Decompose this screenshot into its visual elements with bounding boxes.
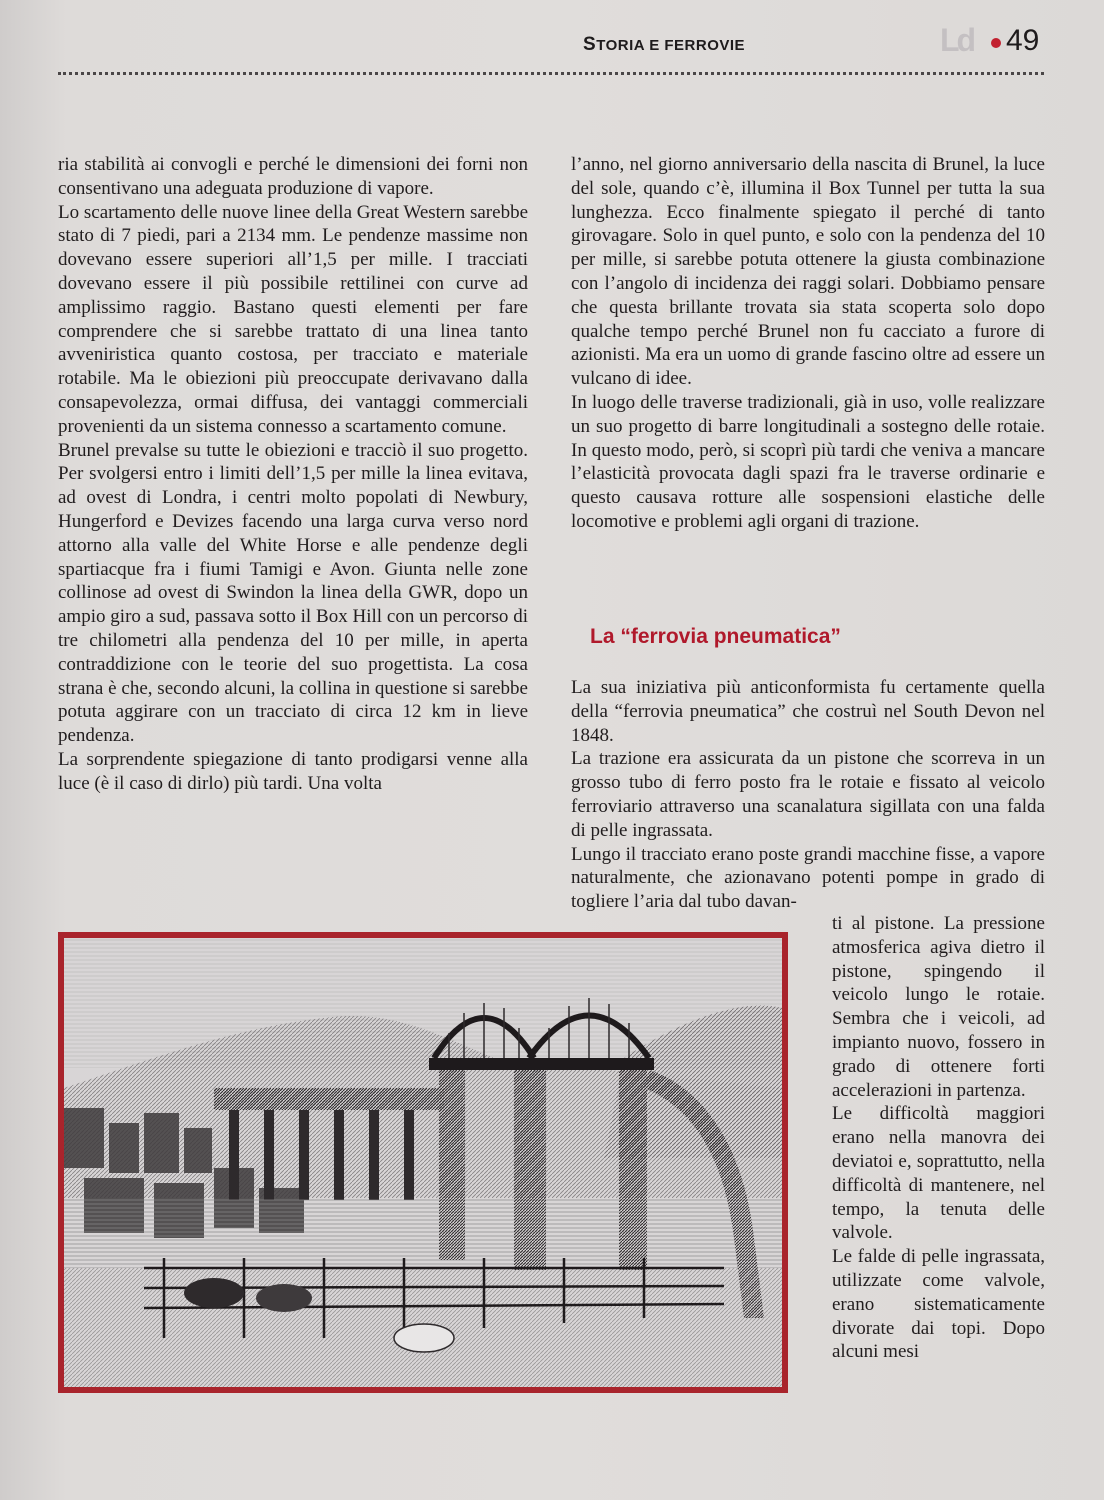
engraving-image [64,938,782,1387]
red-bullet-icon [991,38,1001,48]
right-column-narrow [832,912,1045,1364]
bridge-engraving-illustration [58,932,788,1393]
paragraph: ti al pistone. La pressione atmosferica agiva dietro il pistone, spingendo il veicolo lungo le rotaie. Sembra che i veicoli, ad impianto nuovo, fossero in grado di ottenere forti accelerazioni in partenza. [832,913,1045,1101]
left-column [58,153,528,796]
section-title: STORIA E FERROVIE [583,34,746,55]
right-column-middle [571,676,1045,914]
dotted-divider [58,72,1044,79]
section-heading: La “ferrovia pneumatica” [590,625,841,648]
paragraph: In luogo delle traverse tradizionali, già in uso, volle realizzare un suo progetto di barre longitudinali a sostegno delle rotaie. In questo modo, però, si scoprì più tardi che veniva a mancare l’elasticità provocata dagli spazi fra le traverse ordinarie e questo causava rotture alle sospensioni elastiche delle locomotive e problemi agli organi di trazione. [571,391,1045,532]
paragraph: Brunel prevalse su tutte le obiezioni e tracciò il suo progetto. Per svolgersi entro i limiti dell’1,5 per mille la linea evitava, ad ovest di Londra, i centri molto popolati di Newbury, Hungerford e Devizes facendo una larga curva verso nord attorno alla valle del White Horse e alle pendenze degli spartiacque fra i fiumi Tamigi e Avon. Giunta nelle zone collinose ad ovest di Swindon la linea della GWR, dopo un ampio giro a sud, passava sotto il Box Hill con un percorso di tre chilometri alla pendenza del 10 per mille, in aperta contraddizione con le teorie del suo progettista. La cosa strana è che, secondo alcuni, la collina in questione si sarebbe potuta aggirare con un tracciato di circa 12 km in lieve pendenza. [58,439,528,747]
paragraph: l’anno, nel giorno anniversario della nascita di Brunel, la luce del sole, quando c’è, illumina il Box Tunnel per tutta la sua lunghezza. Ecco finalmente spiegato il perché di tanto girovagare. Solo in quel punto, e solo con la pendenza del 10 per mille, si sarebbe potuta ottenere la giusta combinazione con l’angolo di incidenza dei raggi solari. Dobbiamo pensare che questa brillante trovata sia stata scoperta solo dopo qualche tempo perché Brunel non fu cacciato a furore di azionisti. Ma era un uomo di grande fascino oltre ad essere un vulcano di idee. [571,154,1045,390]
paragraph: Le difficoltà maggiori erano nella manovra dei deviatoi e, soprattutto, nella difficoltà di mantenere, nel tempo, la tenuta delle valvole. [832,1103,1045,1244]
page-number: 49 [1006,24,1040,57]
right-column-top [571,153,1045,534]
paragraph: Lo scartamento delle nuove linee della Great Western sarebbe stato di 7 piedi, pari a 2134 mm. Le pendenze massime non dovevano essere superiori all’1,5 per mille. I tracciati dovevano essere il più possibile rettilinei con curve ad amplissimo raggio. Bastano questi elementi per fare comprendere che si sarebbe trattato di una linea tanto avveniristica quanto costosa, per tracciato e materiale rotabile. Ma le obiezioni più preoccupate derivavano dalla consapevolezza, ormai diffusa, dei vantaggi commerciali provenienti da un sistema connesso a scartamento comune. [58,201,528,437]
paragraph: Lungo il tracciato erano poste grandi macchine fisse, a vapore naturalmente, che azionavano potenti pompe in grado di togliere l’aria dal tubo davan- [571,843,1045,913]
magazine-logo: Ld [940,22,974,58]
paragraph: La trazione era assicurata da un pistone che scorreva in un grosso tubo di ferro posto fra le rotaie e fissato al veicolo ferroviario attraverso una scanalatura sigillata con una falda di pelle ingrassata. [571,748,1045,841]
paragraph: Le falde di pelle ingrassata, utilizzate come valvole, erano sistematicamente divorate dai topi. Dopo alcuni mesi [832,1246,1045,1363]
paragraph: ria stabilità ai convogli e perché le dimensioni dei forni non consentivano una adeguata produzione di vapore. [58,154,528,199]
paragraph: La sorprendente spiegazione di tanto prodigarsi venne alla luce (è il caso di dirlo) più tardi. Una volta [58,748,528,794]
paragraph: La sua iniziativa più anticonformista fu certamente quella della “ferrovia pneumatica” che costruì nel South Devon nel 1848. [571,677,1045,746]
